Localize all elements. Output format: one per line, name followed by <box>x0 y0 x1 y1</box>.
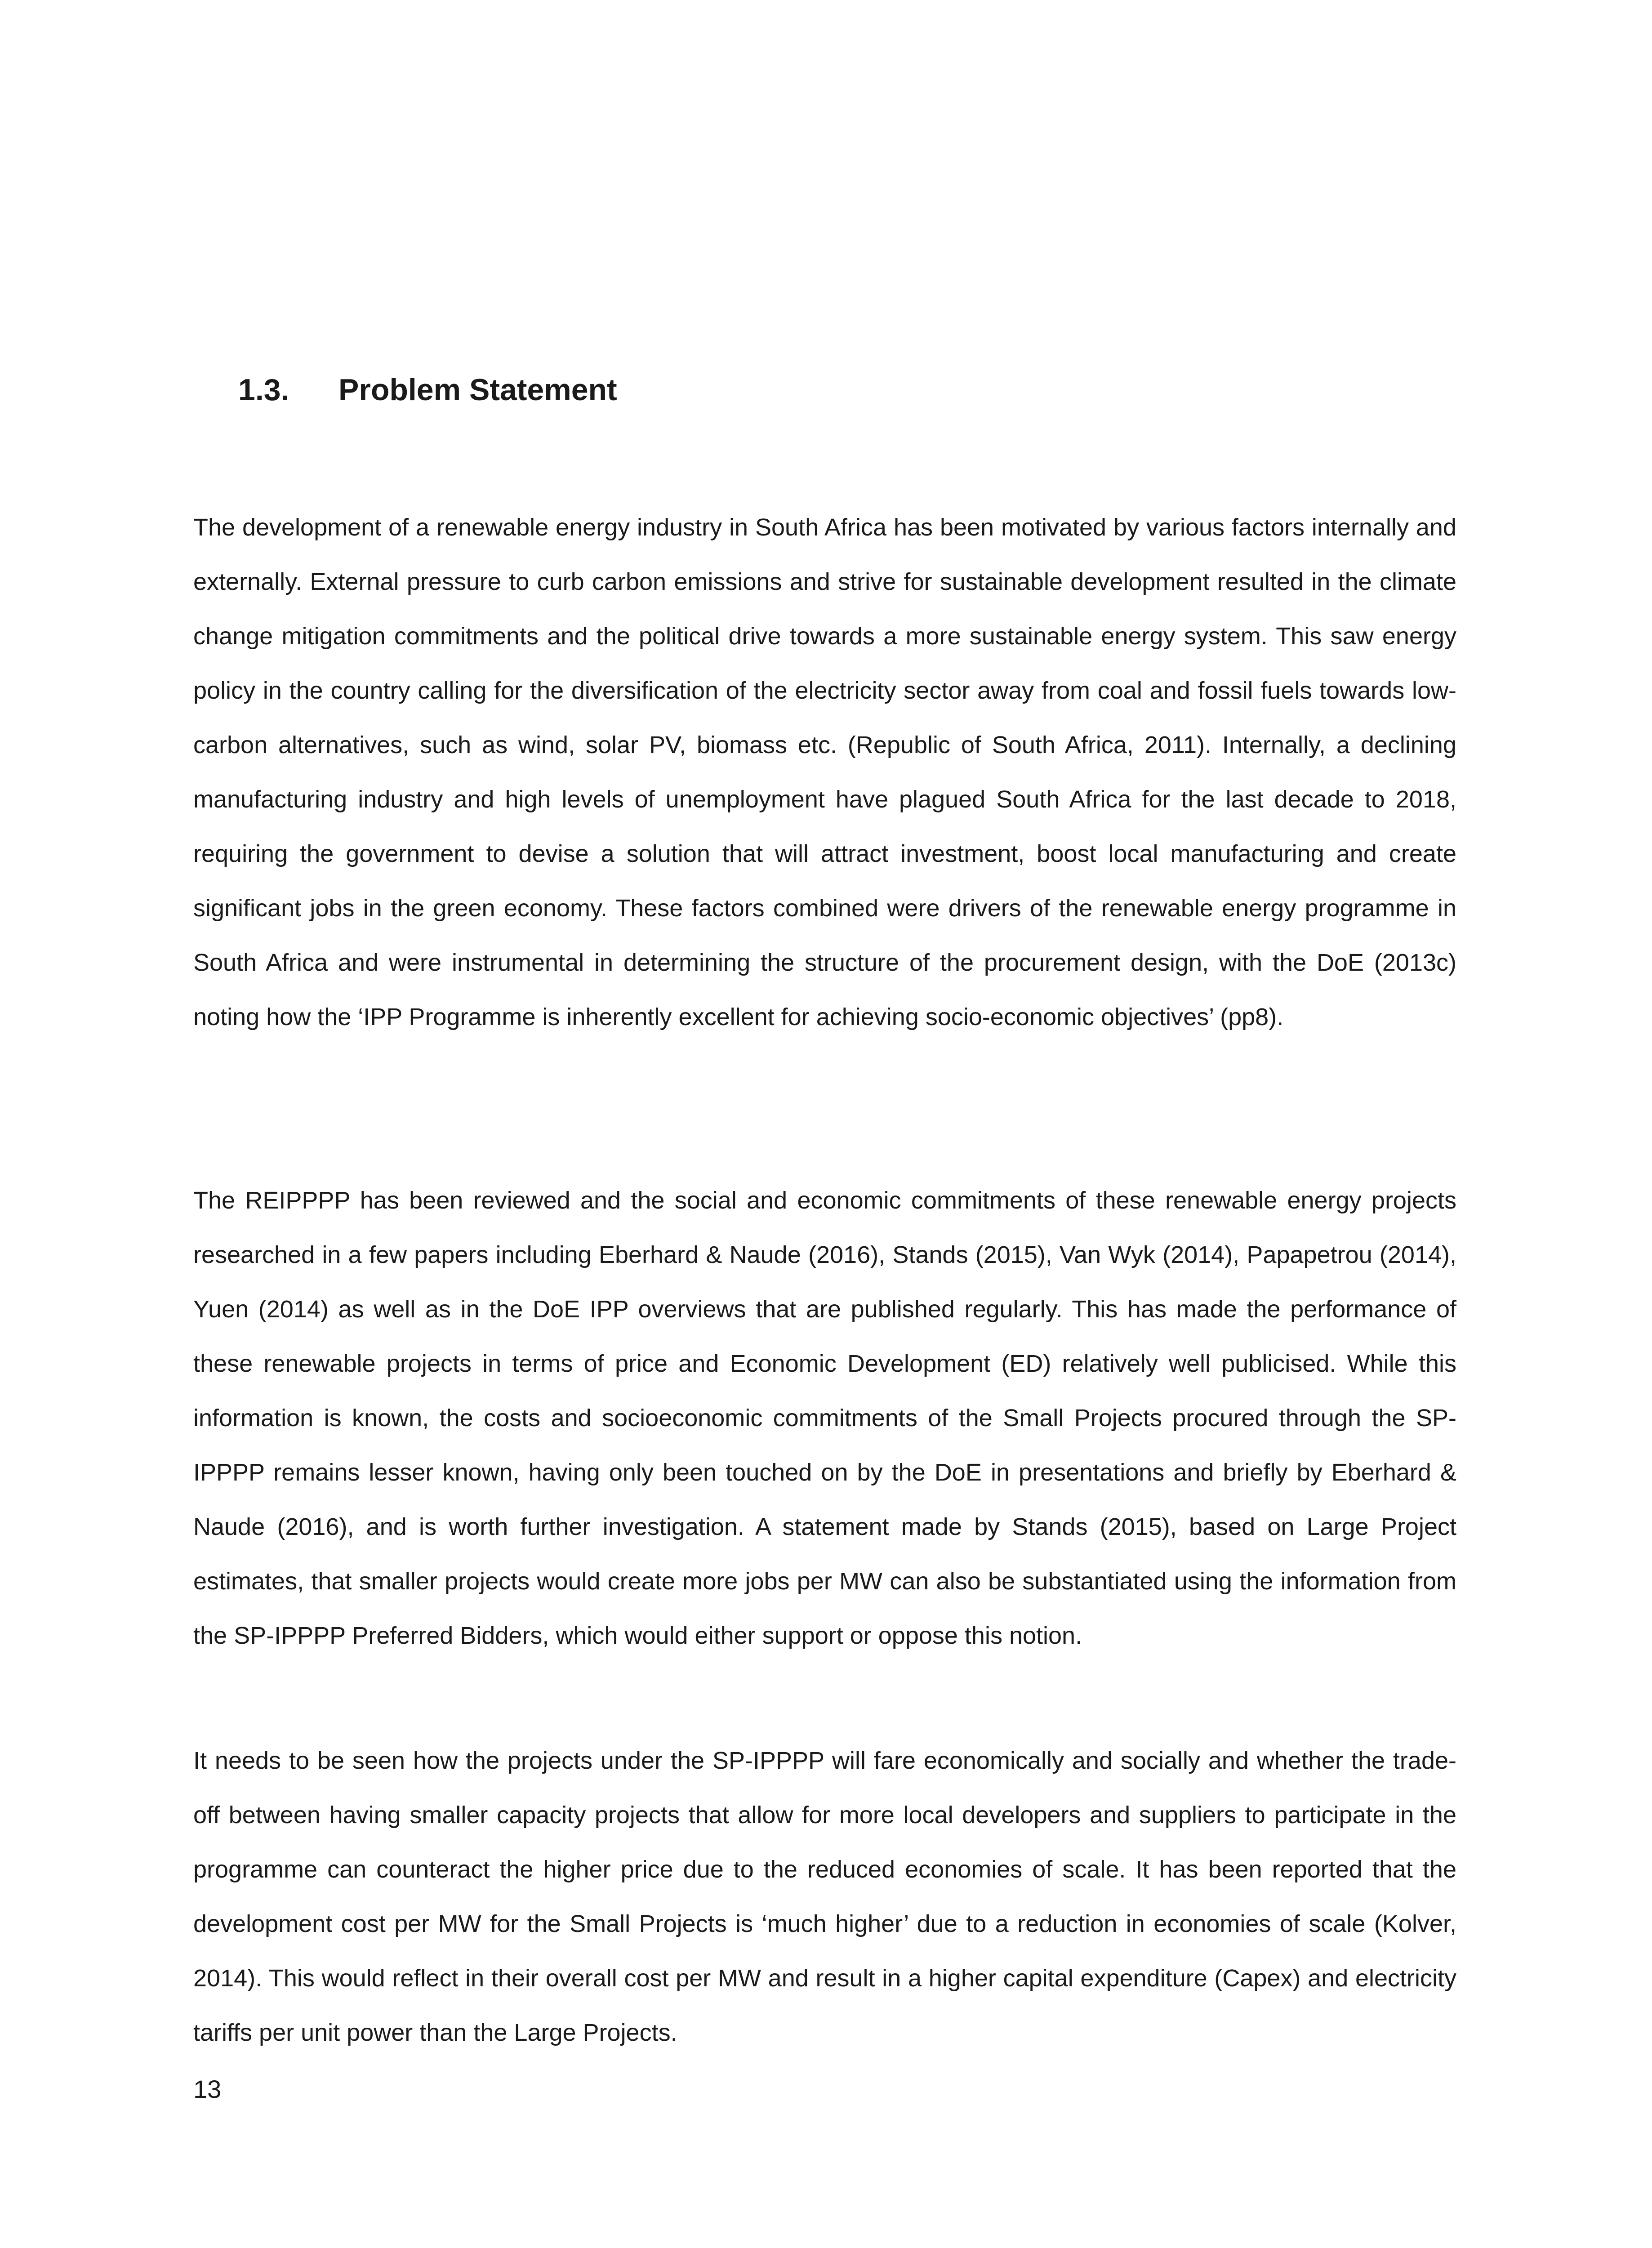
section-title: Problem Statement <box>338 373 617 407</box>
page-number: 13 <box>193 2075 222 2103</box>
section-number: 1.3. <box>238 373 289 407</box>
section-heading <box>238 370 617 410</box>
paragraph-1: The development of a renewable energy industry in South Africa has been motivated by various factors internally and externally. External pressure to curb carbon emissions and strive for sustainable development resulted in the climate change mitigation commitments and the political drive towards a more sustainable energy system. This saw energy policy in the country calling for the diversification of the electricity sector away from coal and fossil fuels towards low-carbon alternatives, such as wind, solar PV, biomass etc. (Republic of South Africa, 2011). Internally, a declining manufacturing industry and high levels of unemployment have plagued South Africa for the last decade to 2018, requiring the government to devise a solution that will attract investment, boost local manufacturing and create significant jobs in the green economy. These factors combined were drivers of the renewable energy programme in South Africa and were instrumental in determining the structure of the procurement design, with the DoE (2013c) noting how the ‘IPP Programme is inherently excellent for achieving socio-economic objectives’ (pp8). <box>193 514 1456 1030</box>
paragraph-3: It needs to be seen how the projects under the SP-IPPPP will fare economically and socially and whether the trade-off between having smaller capacity projects that allow for more local developers and suppliers to participate in the programme can counteract the higher price due to the reduced economies of scale. It has been reported that the development cost per MW for the Small Projects is ‘much higher’ due to a reduction in economies of scale (Kolver, 2014). This would reflect in their overall cost per MW and result in a higher capital expenditure (Capex) and electricity tariffs per unit power than the Large Projects. <box>193 1747 1456 2046</box>
paragraph-2: The REIPPPP has been reviewed and the social and economic commitments of these renewable energy projects researched in a few papers including Eberhard & Naude (2016), Stands (2015), Van Wyk (2014), Papapetrou (2014), Yuen (2014) as well as in the DoE IPP overviews that are published regularly. This has made the performance of these renewable projects in terms of price and Economic Development (ED) relatively well publicised. While this information is known, the costs and socioeconomic commitments of the Small Projects procured through the SP-IPPPP remains lesser known, having only been touched on by the DoE in presentations and briefly by Eberhard & Naude (2016), and is worth further investigation. A statement made by Stands (2015), based on Large Project estimates, that smaller projects would create more jobs per MW can also be substantiated using the information from the SP-IPPPP Preferred Bidders, which would either support or oppose this notion. <box>193 1187 1456 1649</box>
